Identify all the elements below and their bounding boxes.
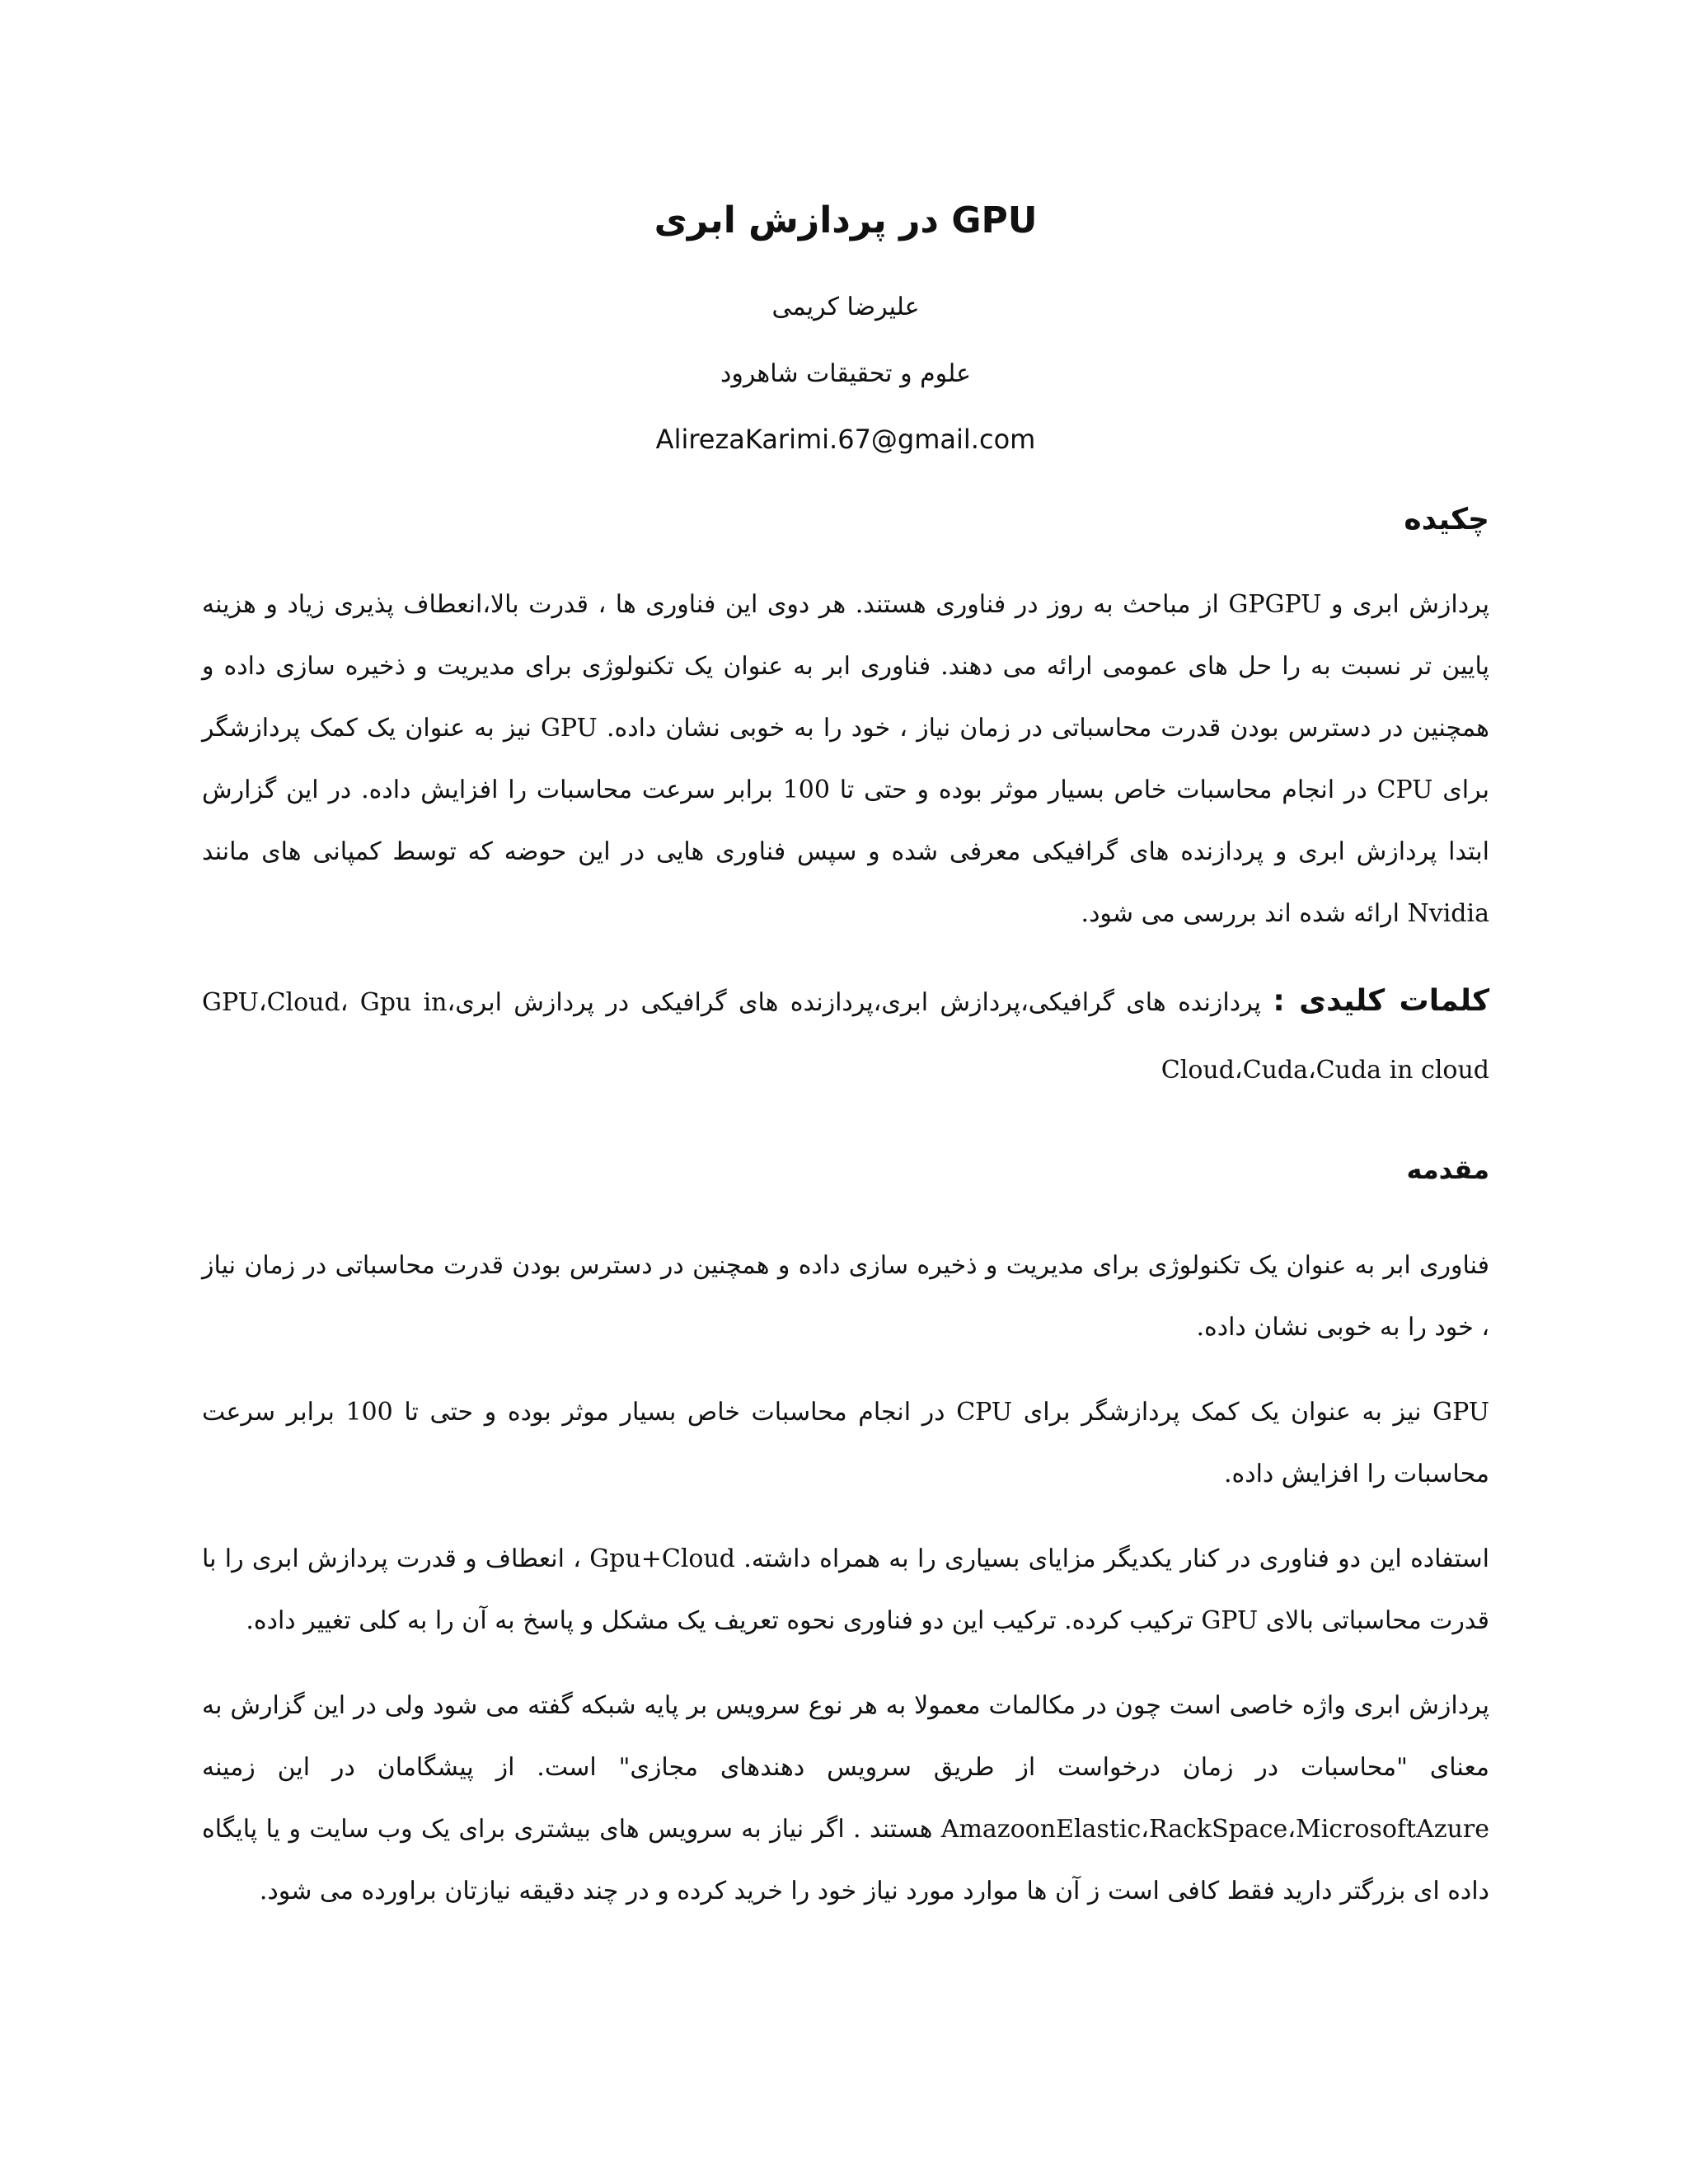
introduction-paragraph: پردازش ابری واژه خاصی است چون در مکالمات معمولا به هر نوع سرویس بر پایه شبکه گفته می شود ولی در این گزارش به معنای "محاسبات در زمان درخواست از طریق سرویس دهندهای مجازی" است. از پیشگامان در این زمینه AmazoonElastic،RackSpace،MicrosoftAzure هستند . اگر نیاز به سرویس های بیشتری برای یک وب سایت و یا پایگاه داده ای بزرگتر دارید فقط کافی است ز آن ها موارد مورد نیاز خود را خرید کرده و در چند دقیقه نیازتان براورده می شود. [202,1691,1489,1906]
keywords [202,968,1489,1104]
introduction-paragraph: فناوری ابر به عنوان یک تکنولوژی برای مدیریت و ذخیره سازی داده و همچنین در دسترس بودن قدرت محاسباتی در زمان نیاز ، خود را به خوبی نشان داده. [202,1251,1489,1343]
introduction-heading: مقدمه [1406,1153,1489,1185]
author-affiliation: علوم و تحقیقات شاهرود [720,359,971,388]
author-email: AlirezaKarimi.67@gmail.com [655,424,1036,455]
introduction-paragraph: GPU نیز به عنوان یک کمک پردازشگر برای CPU در انجام محاسبات خاص بسیار موثر بوده و حتی تا 100 برابر سرعت محاسبات را افزایش داده. [202,1398,1490,1489]
introduction-paragraph: استفاده این دو فناوری در کنار یکدیگر مزایای بسیاری را به همراه داشته. Gpu+Cloud ، انعطاف و قدرت پردازش ابری را با قدرت محاسباتی بالای GPU ترکیب کرده. ترکیب این دو فناوری نحوه تعریف یک مشکل و پاسخ به آن را به کلی تغییر داده. [202,1544,1490,1636]
abstract-heading: چکیده [1404,502,1489,537]
keywords-label: کلمات کلیدی : [1273,983,1490,1018]
paper-title: GPU در پردازش ابری [654,199,1038,241]
abstract-text: پردازش ابری و GPGPU از مباحث به روز در فناوری هستند. هر دوی این فناوری ها ، قدرت بالا،انعطاف پذیری زیاد و هزینه پایین تر نسبت به را حل های عمومی ارائه می دهند. فناوری ابر به عنوان یک تکنولوژی برای مدیریت و ذخیره سازی داده و همچنین در دسترس بودن قدرت محاسباتی در زمان نیاز ، خود را به خوبی نشان داده. GPU نیز به عنوان یک کمک پردازشگر برای CPU در انجام محاسبات خاص بسیار موثر بوده و حتی تا 100 برابر سرعت محاسبات را افزایش داده. در این گزارش ابتدا پردازش ابری و پردازنده های گرافیکی معرفی شده و سپس فناوری هایی در این حوضه که توسط کمپانی های مانند Nvidia ارائه شده اند بررسی می شود. [202,589,1489,928]
author-name: علیرضا کریمی [771,293,920,321]
keywords-text: پردازنده های گرافیکی،پردازش ابری،پردازنده های گرافیکی در پردازش ابری،GPU،Cloud، Gpu in Cloud،Cuda،Cuda in cloud [202,987,1489,1085]
paper-content [202,198,1489,1945]
